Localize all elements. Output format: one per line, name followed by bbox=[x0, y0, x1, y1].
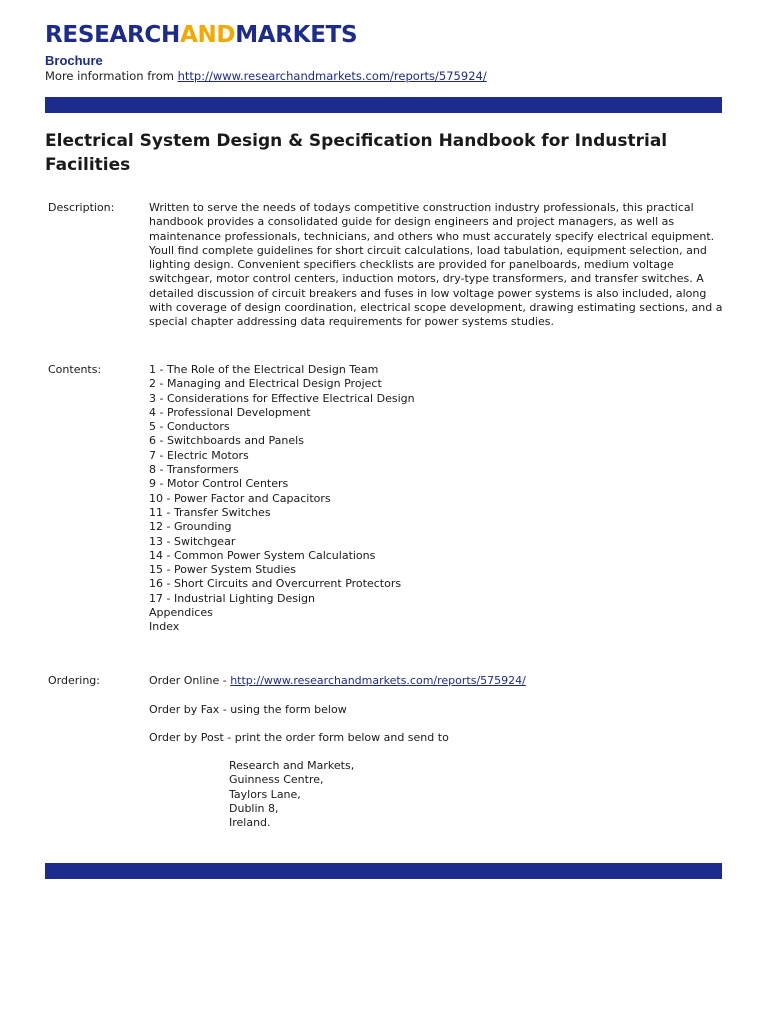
contents-item: 1 - The Role of the Electrical Design Team bbox=[149, 363, 379, 376]
contents-item: 2 - Managing and Electrical Design Project bbox=[149, 377, 382, 391]
contents-item: 17 - Industrial Lighting Design bbox=[149, 591, 315, 605]
address-line: Guinness Centre, bbox=[229, 773, 324, 787]
contents-item: 12 - Grounding bbox=[149, 520, 232, 534]
more-info-line bbox=[45, 69, 487, 83]
address-line: Taylors Lane, bbox=[229, 787, 301, 801]
contents-item: 5 - Conductors bbox=[149, 420, 230, 434]
more-info-link[interactable]: http://www.researchandmarkets.com/reports/575924/ bbox=[177, 69, 487, 83]
description-text: Written to serve the needs of todays competitive construction industry professionals, this practical handbook provides a consolidated guide for design engineers and project managers, as well as maintenance professionals, technicians, and others who must accurately specify electrical equipment. Youll find complete guidelines for short circuit calculations, load tabulation, equipment selection, and lighting design. Convenient specifiers checklists are provided for panelboards, medium voltage switchgear, motor control centers, induction motors, dry-type transformers, and transfer switches. A detailed discussion of circuit breakers and fuses in low voltage power systems is also included, along with coverage of design coordination, electrical scope development, drawing estimating sections, and a special chapter addressing data requirements for power systems studies. bbox=[149, 201, 723, 329]
order-online-link[interactable]: http://www.researchandmarkets.com/reports/575924/ bbox=[230, 674, 526, 687]
logo-markets: MARKETS bbox=[235, 22, 358, 48]
contents-item: 9 - Motor Control Centers bbox=[149, 477, 289, 491]
bottom-divider-bar bbox=[45, 863, 722, 879]
contents-item: Index bbox=[149, 620, 180, 634]
page-title: Electrical System Design & Specification Handbook for Industrial Facilities bbox=[45, 131, 668, 175]
contents-item: 6 - Switchboards and Panels bbox=[149, 434, 304, 448]
contents-list bbox=[149, 363, 724, 635]
contents-item: 13 - Switchgear bbox=[149, 534, 236, 548]
contents-item: Appendices bbox=[149, 606, 213, 620]
postal-address bbox=[229, 759, 354, 830]
contents-item: 15 - Power System Studies bbox=[149, 563, 297, 577]
contents-label: Contents: bbox=[48, 363, 102, 376]
top-divider-bar bbox=[45, 97, 722, 113]
contents-item: 7 - Electric Motors bbox=[149, 448, 249, 462]
description-label: Description: bbox=[48, 201, 115, 214]
address-line: Dublin 8, bbox=[229, 801, 279, 815]
more-info-prefix: More information from bbox=[45, 69, 178, 83]
contents-item: 14 - Common Power System Calculations bbox=[149, 548, 376, 562]
brochure-label: Brochure bbox=[45, 53, 103, 68]
address-line: Ireland. bbox=[229, 816, 271, 830]
ordering-section bbox=[149, 674, 724, 760]
order-online-prefix: Order Online - bbox=[149, 674, 231, 687]
logo-and: AND bbox=[179, 22, 236, 48]
contents-item: 11 - Transfer Switches bbox=[149, 505, 271, 519]
order-online-line bbox=[149, 674, 724, 688]
contents-item: 3 - Considerations for Effective Electrical Design bbox=[149, 391, 415, 405]
contents-item: 16 - Short Circuits and Overcurrent Protectors bbox=[149, 577, 402, 591]
address-line: Research and Markets, bbox=[229, 759, 355, 772]
research-and-markets-logo bbox=[45, 20, 357, 50]
contents-item: 8 - Transformers bbox=[149, 463, 239, 477]
order-by-fax: Order by Fax - using the form below bbox=[149, 702, 347, 716]
contents-item: 10 - Power Factor and Capacitors bbox=[149, 491, 331, 505]
logo-research: RESEARCH bbox=[45, 22, 180, 48]
order-by-post: Order by Post - print the order form below and send to bbox=[149, 731, 449, 745]
contents-item: 4 - Professional Development bbox=[149, 405, 311, 419]
ordering-label: Ordering: bbox=[48, 674, 100, 687]
